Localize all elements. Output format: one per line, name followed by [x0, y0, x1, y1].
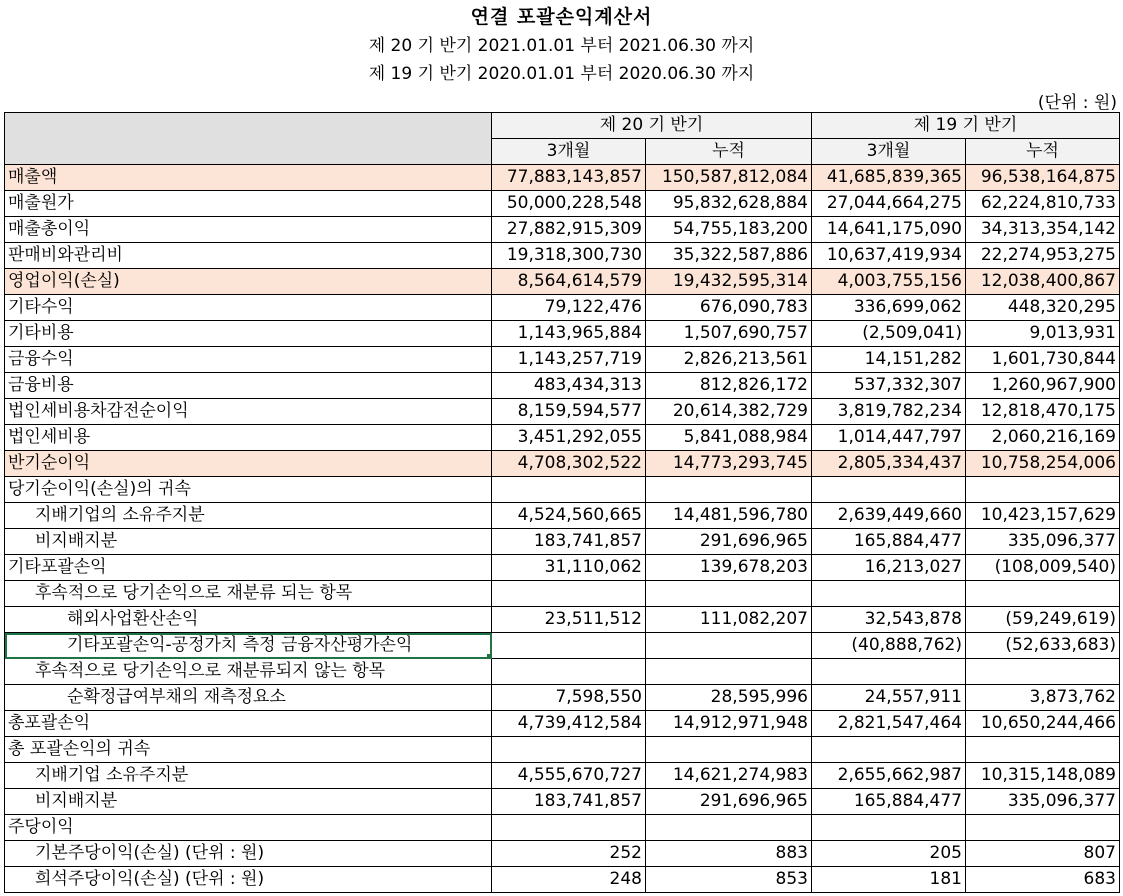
statement-title: 연결 포괄손익계산서 — [470, 6, 653, 28]
value-cell[interactable] — [646, 659, 812, 685]
table-row — [5, 711, 1120, 737]
row-label-cell[interactable]: 반기순이익 — [5, 451, 492, 477]
header-current-period[interactable]: 제 20 기 반기 — [492, 113, 812, 139]
header-prior-cumulative[interactable]: 누적 — [966, 139, 1120, 165]
period-prior: 제 19 기 반기 2020.01.01 부터 2020.06.30 까지 — [368, 64, 755, 84]
value-cell[interactable]: 32,543,878 — [812, 607, 966, 633]
row-label-cell[interactable]: 기본주당이익(손실) (단위 : 원) — [5, 841, 492, 867]
table-row — [5, 347, 1120, 373]
value-cell[interactable]: 205 — [812, 841, 966, 867]
row-label-cell[interactable]: 비지배지분 — [5, 529, 492, 555]
table-row — [5, 321, 1120, 347]
table-row — [5, 737, 1120, 763]
value-cell[interactable]: 35,322,587,886 — [646, 243, 812, 269]
value-cell[interactable]: 4,555,670,727 — [492, 763, 646, 789]
value-cell[interactable]: 19,318,300,730 — [492, 243, 646, 269]
value-cell[interactable]: 853 — [646, 867, 812, 893]
value-cell[interactable]: 41,685,839,365 — [812, 165, 966, 191]
value-cell[interactable]: 165,884,477 — [812, 529, 966, 555]
row-label-cell[interactable]: 기타포괄손익 — [5, 555, 492, 581]
value-cell[interactable]: 683 — [966, 867, 1120, 893]
value-cell[interactable]: 12,038,400,867 — [966, 269, 1120, 295]
value-cell[interactable]: 537,332,307 — [812, 373, 966, 399]
value-cell[interactable]: 335,096,377 — [966, 529, 1120, 555]
value-cell[interactable]: 10,315,148,089 — [966, 763, 1120, 789]
value-cell[interactable]: 12,818,470,175 — [966, 399, 1120, 425]
row-label-cell[interactable]: 당기순이익(손실)의 귀속 — [5, 477, 492, 503]
table-row — [5, 789, 1120, 815]
value-cell[interactable]: 1,143,965,884 — [492, 321, 646, 347]
period-current: 제 20 기 반기 2021.01.01 부터 2021.06.30 까지 — [368, 36, 755, 56]
row-label-cell[interactable]: 후속적으로 당기손익으로 재분류 되는 항목 — [5, 581, 492, 607]
value-cell[interactable]: 181 — [812, 867, 966, 893]
value-cell[interactable]: 252 — [492, 841, 646, 867]
value-cell[interactable]: 95,832,628,884 — [646, 191, 812, 217]
value-cell[interactable] — [812, 581, 966, 607]
value-cell[interactable]: 1,143,257,719 — [492, 347, 646, 373]
value-cell[interactable]: 14,151,282 — [812, 347, 966, 373]
value-cell[interactable]: 14,621,274,983 — [646, 763, 812, 789]
value-cell[interactable]: (59,249,619) — [966, 607, 1120, 633]
value-cell[interactable]: 291,696,965 — [646, 529, 812, 555]
value-cell[interactable]: 291,696,965 — [646, 789, 812, 815]
value-cell[interactable]: 2,060,216,169 — [966, 425, 1120, 451]
value-cell[interactable]: 27,044,664,275 — [812, 191, 966, 217]
row-label-cell[interactable]: 해외사업환산손익 — [5, 607, 492, 633]
value-cell[interactable]: 335,096,377 — [966, 789, 1120, 815]
value-cell[interactable] — [812, 659, 966, 685]
value-cell[interactable]: 336,699,062 — [812, 295, 966, 321]
table-row — [5, 295, 1120, 321]
value-cell[interactable] — [966, 737, 1120, 763]
row-label-cell[interactable]: 총 포괄손익의 귀속 — [5, 737, 492, 763]
value-cell[interactable] — [646, 737, 812, 763]
table-row — [5, 659, 1120, 685]
header-prior-period[interactable]: 제 19 기 반기 — [812, 113, 1120, 139]
value-cell[interactable] — [966, 659, 1120, 685]
value-cell[interactable]: 9,013,931 — [966, 321, 1120, 347]
value-cell[interactable]: 150,587,812,084 — [646, 165, 812, 191]
value-cell[interactable]: 4,003,755,156 — [812, 269, 966, 295]
value-cell[interactable]: 31,110,062 — [492, 555, 646, 581]
table-row — [5, 607, 1120, 633]
table-row — [5, 685, 1120, 711]
value-cell[interactable]: 165,884,477 — [812, 789, 966, 815]
value-cell[interactable]: 5,841,088,984 — [646, 425, 812, 451]
table-row — [5, 841, 1120, 867]
value-cell[interactable]: 79,122,476 — [492, 295, 646, 321]
table-row — [5, 529, 1120, 555]
row-label-cell[interactable]: 매출액 — [5, 165, 492, 191]
table-row — [5, 269, 1120, 295]
value-cell[interactable]: 14,912,971,948 — [646, 711, 812, 737]
value-cell[interactable]: 28,595,996 — [646, 685, 812, 711]
row-label-cell[interactable]: 후속적으로 당기손익으로 재분류되지 않는 항목 — [5, 659, 492, 685]
table-row — [5, 243, 1120, 269]
row-label-cell[interactable]: 매출총이익 — [5, 217, 492, 243]
value-cell[interactable]: 483,434,313 — [492, 373, 646, 399]
table-row — [5, 399, 1120, 425]
header-current-3month[interactable]: 3개월 — [492, 139, 646, 165]
value-cell[interactable]: 19,432,595,314 — [646, 269, 812, 295]
value-cell[interactable]: 7,598,550 — [492, 685, 646, 711]
value-cell[interactable] — [646, 581, 812, 607]
value-cell[interactable]: 2,655,662,987 — [812, 763, 966, 789]
row-label-cell[interactable]: 주당이익 — [5, 815, 492, 841]
value-cell[interactable]: (40,888,762) — [812, 633, 966, 659]
value-cell[interactable]: (108,009,540) — [966, 555, 1120, 581]
value-cell[interactable]: 77,883,143,857 — [492, 165, 646, 191]
value-cell[interactable]: 3,819,782,234 — [812, 399, 966, 425]
value-cell[interactable] — [646, 477, 812, 503]
value-cell[interactable]: 8,564,614,579 — [492, 269, 646, 295]
value-cell[interactable]: 20,614,382,729 — [646, 399, 812, 425]
value-cell[interactable] — [646, 633, 812, 659]
value-cell[interactable] — [966, 815, 1120, 841]
value-cell[interactable]: 22,274,953,275 — [966, 243, 1120, 269]
value-cell[interactable]: 34,313,354,142 — [966, 217, 1120, 243]
value-cell[interactable]: 676,090,783 — [646, 295, 812, 321]
row-label-cell[interactable]: 기타비용 — [5, 321, 492, 347]
table-row — [5, 451, 1120, 477]
value-cell[interactable]: 14,773,293,745 — [646, 451, 812, 477]
value-cell[interactable]: (52,633,683) — [966, 633, 1120, 659]
value-cell[interactable] — [812, 737, 966, 763]
value-cell[interactable]: (2,509,041) — [812, 321, 966, 347]
value-cell[interactable]: 812,826,172 — [646, 373, 812, 399]
value-cell[interactable] — [812, 477, 966, 503]
value-cell[interactable]: 883 — [646, 841, 812, 867]
row-label-cell[interactable]: 희석주당이익(손실) (단위 : 원) — [5, 867, 492, 893]
row-label-cell[interactable]: 지배기업의 소유주지분 — [5, 503, 492, 529]
value-cell[interactable]: 3,451,292,055 — [492, 425, 646, 451]
table-row — [5, 503, 1120, 529]
value-cell[interactable]: 10,650,244,466 — [966, 711, 1120, 737]
row-label-cell[interactable]: 영업이익(손실) — [5, 269, 492, 295]
value-cell[interactable]: 807 — [966, 841, 1120, 867]
value-cell[interactable]: 2,639,449,660 — [812, 503, 966, 529]
value-cell[interactable]: 4,739,412,584 — [492, 711, 646, 737]
value-cell[interactable] — [492, 633, 646, 659]
row-label-cell[interactable]: 판매비와관리비 — [5, 243, 492, 269]
row-label-cell[interactable]: 법인세비용차감전순이익 — [5, 399, 492, 425]
value-cell[interactable] — [492, 737, 646, 763]
value-cell[interactable]: 4,708,302,522 — [492, 451, 646, 477]
value-cell[interactable]: 54,755,183,200 — [646, 217, 812, 243]
value-cell[interactable]: 111,082,207 — [646, 607, 812, 633]
header-current-cumulative[interactable]: 누적 — [646, 139, 812, 165]
value-cell[interactable]: 1,507,690,757 — [646, 321, 812, 347]
value-cell[interactable]: 2,826,213,561 — [646, 347, 812, 373]
value-cell[interactable] — [492, 581, 646, 607]
row-label-cell[interactable]: 순확정급여부채의 재측정요소 — [5, 685, 492, 711]
value-cell[interactable]: 4,524,560,665 — [492, 503, 646, 529]
value-cell[interactable] — [966, 477, 1120, 503]
value-cell[interactable] — [492, 815, 646, 841]
value-cell[interactable] — [812, 815, 966, 841]
row-label-cell[interactable]: 지배기업 소유주지분 — [5, 763, 492, 789]
row-label-cell[interactable]: 금융수익 — [5, 347, 492, 373]
value-cell[interactable]: 1,260,967,900 — [966, 373, 1120, 399]
value-cell[interactable] — [492, 659, 646, 685]
value-cell[interactable]: 27,882,915,309 — [492, 217, 646, 243]
unit-label: (단위 : 원) — [1037, 93, 1117, 113]
value-cell[interactable]: 2,805,334,437 — [812, 451, 966, 477]
table-row — [5, 633, 1120, 659]
table-row — [5, 581, 1120, 607]
value-cell[interactable]: 3,873,762 — [966, 685, 1120, 711]
row-label-cell[interactable]: 기타수익 — [5, 295, 492, 321]
table-row — [5, 373, 1120, 399]
value-cell[interactable]: 8,159,594,577 — [492, 399, 646, 425]
fill-handle[interactable] — [487, 654, 492, 659]
table-row — [5, 425, 1120, 451]
value-cell[interactable]: 1,601,730,844 — [966, 347, 1120, 373]
value-cell[interactable] — [646, 815, 812, 841]
value-cell[interactable]: 50,000,228,548 — [492, 191, 646, 217]
row-label-cell[interactable]: 법인세비용 — [5, 425, 492, 451]
table-row — [5, 165, 1120, 191]
row-label-cell[interactable]: 매출원가 — [5, 191, 492, 217]
value-cell[interactable]: 10,423,157,629 — [966, 503, 1120, 529]
table-row — [5, 815, 1120, 841]
value-cell[interactable]: 2,821,547,464 — [812, 711, 966, 737]
value-cell[interactable]: 14,481,596,780 — [646, 503, 812, 529]
row-label-cell[interactable]: 기타포괄손익-공정가치 측정 금융자산평가손익 — [5, 633, 492, 659]
table-row — [5, 477, 1120, 503]
income-statement-table — [4, 112, 1120, 893]
table-row — [5, 555, 1120, 581]
table-row — [5, 763, 1120, 789]
header-prior-3month[interactable]: 3개월 — [812, 139, 966, 165]
header-blank-cell[interactable] — [5, 113, 492, 165]
value-cell[interactable] — [492, 477, 646, 503]
table-row — [5, 191, 1120, 217]
value-cell[interactable]: 183,741,857 — [492, 529, 646, 555]
value-cell[interactable]: 96,538,164,875 — [966, 165, 1120, 191]
row-label-cell[interactable]: 비지배지분 — [5, 789, 492, 815]
value-cell[interactable]: 16,213,027 — [812, 555, 966, 581]
value-cell[interactable] — [966, 581, 1120, 607]
value-cell[interactable]: 14,641,175,090 — [812, 217, 966, 243]
value-cell[interactable]: 24,557,911 — [812, 685, 966, 711]
row-label-cell[interactable]: 금융비용 — [5, 373, 492, 399]
value-cell[interactable]: 183,741,857 — [492, 789, 646, 815]
row-label-cell[interactable]: 총포괄손익 — [5, 711, 492, 737]
value-cell[interactable]: 10,758,254,006 — [966, 451, 1120, 477]
value-cell[interactable]: 10,637,419,934 — [812, 243, 966, 269]
table-row — [5, 217, 1120, 243]
value-cell[interactable]: 23,511,512 — [492, 607, 646, 633]
table-row — [5, 867, 1120, 893]
value-cell[interactable]: 1,014,447,797 — [812, 425, 966, 451]
value-cell[interactable]: 248 — [492, 867, 646, 893]
value-cell[interactable]: 448,320,295 — [966, 295, 1120, 321]
value-cell[interactable]: 139,678,203 — [646, 555, 812, 581]
value-cell[interactable]: 62,224,810,733 — [966, 191, 1120, 217]
